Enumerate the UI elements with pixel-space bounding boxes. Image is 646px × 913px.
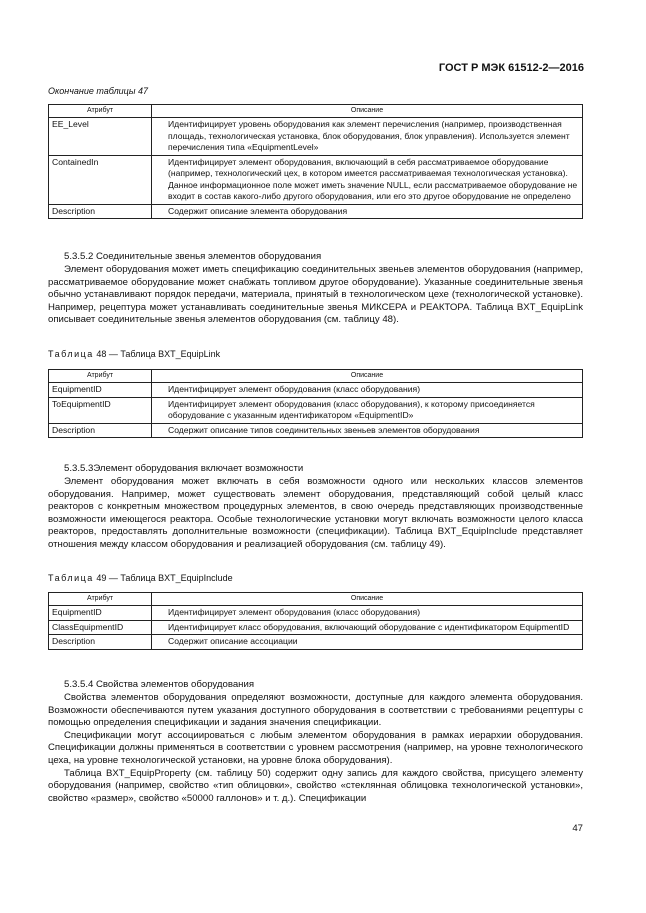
column-header-attribute: Атрибут	[49, 593, 152, 606]
table-header-row	[49, 370, 583, 383]
column-header-description: Описание	[152, 593, 583, 606]
table-47	[48, 104, 583, 219]
table-row	[49, 635, 583, 650]
description-cell: Идентифицирует элемент оборудования (класс оборудования)	[152, 606, 583, 621]
column-header-description: Описание	[152, 105, 583, 118]
table-row	[49, 383, 583, 398]
table-row	[49, 204, 583, 219]
paragraph: Таблица BXT_EquipProperty (см. таблицу 50) содержит одну запись для каждого свойства, присущего элементу оборудования (например, свойство «тип облицовки», свойство «стеклянная облицовка технологической установки», свойство «размер», свойство «50000 галлонов» и т. д.). Спецификации	[48, 767, 583, 804]
table-47-caption: Окончание таблицы 47	[48, 86, 148, 96]
section-5352-text	[48, 264, 583, 327]
table-49	[48, 592, 583, 650]
page-number: 47	[572, 823, 583, 834]
column-header-description: Описание	[152, 370, 583, 383]
caption-text: 49 — Таблица BXT_EquipInclude	[96, 573, 233, 583]
column-header-attribute: Атрибут	[49, 105, 152, 118]
caption-prefix: Таблица	[48, 349, 94, 359]
description-cell: Идентифицирует элемент оборудования (класс оборудования), к которому присоединяется оборудование с указанным идентификатором «EquipmentID»	[152, 397, 583, 423]
section-5353-text	[48, 476, 583, 552]
table-row	[49, 118, 583, 156]
description-cell: Идентифицирует элемент оборудования, включающий в себя рассматриваемое оборудование (например, технологический цех, в котором имеется рассматриваемая технологическая установка). Данное информационное поле может иметь значение NULL, если рассматриваемое оборудование не входит в состав какого-либо другого оборудования, или его это другое оборудование не определено	[152, 155, 583, 204]
attribute-cell: Description	[49, 423, 152, 438]
table-row	[49, 620, 583, 635]
attribute-cell: EquipmentID	[49, 606, 152, 621]
table-48-caption	[48, 349, 220, 359]
attribute-cell: Description	[49, 204, 152, 219]
attribute-cell: ClassEquipmentID	[49, 620, 152, 635]
table-header-row	[49, 593, 583, 606]
column-header-attribute: Атрибут	[49, 370, 152, 383]
table-row	[49, 423, 583, 438]
paragraph: Свойства элементов оборудования определяют возможности, доступные для каждого элемента оборудования. Возможности обеспечиваются путем указания доступного оборудования в соответствии с требованиями рецептуры с помощью определения спецификации и задания значения спецификации.	[48, 692, 583, 729]
table-49-caption	[48, 573, 233, 583]
table-header-row	[49, 105, 583, 118]
description-cell: Идентифицирует уровень оборудования как элемент перечисления (например, производственная площадь, технологическая установка, блок оборудования, блок управления). Используется элемент перечисления типа «EquipmentLevel»	[152, 118, 583, 156]
description-cell: Содержит описание ассоциации	[152, 635, 583, 650]
attribute-cell: EquipmentID	[49, 383, 152, 398]
table-row	[49, 606, 583, 621]
description-cell: Идентифицирует элемент оборудования (класс оборудования)	[152, 383, 583, 398]
description-cell: Идентифицирует класс оборудования, включающий оборудование с идентификатором EquipmentID	[152, 620, 583, 635]
caption-prefix: Таблица	[48, 573, 94, 583]
section-heading-5352: 5.3.5.2 Соединительные звенья элементов оборудования	[64, 251, 322, 262]
table-row	[49, 397, 583, 423]
caption-text: 48 — Таблица BXT_EquipLink	[96, 349, 221, 359]
description-cell: Содержит описание типов соединительных звеньев элементов оборудования	[152, 423, 583, 438]
attribute-cell: ContainedIn	[49, 155, 152, 204]
attribute-cell: EE_Level	[49, 118, 152, 156]
description-cell: Содержит описание элемента оборудования	[152, 204, 583, 219]
table-row	[49, 155, 583, 204]
paragraph: Элемент оборудования может иметь спецификацию соединительных звеньев элементов оборудования (например, рассматриваемое оборудование может снабжать топливом другое оборудование). Указанные соединительные звенья обычно устанавливают порядок передачи, материала, принятый в технологическом цехе (технологической установке). Например, рецептура может устанавливать соединительные звенья МИКСЕРА и РЕАКТОРА. Таблица BXT_EquipLink описывает соединительные звенья элементов оборудования (см. таблицу 48).	[48, 264, 583, 326]
section-heading-5353: 5.3.5.3Элемент оборудования включает возможности	[64, 463, 304, 474]
section-heading-5354: 5.3.5.4 Свойства элементов оборудования	[64, 679, 255, 690]
attribute-cell: ToEquipmentID	[49, 397, 152, 423]
section-5354-text	[48, 692, 583, 805]
paragraph: Элемент оборудования может включать в себя возможности одного или нескольких классов элементов оборудования. Например, может существовать элемент оборудования, представляющий собой целый класс реакторов с конкретным множеством процедурных элементов, в свою очередь представляющих производственные возможности имеющегося реактора. Особые технологические установки могут включать возможности целого класса реакторов, предоставлять дополнительные возможности (спецификации). Таблица BXT_EquipInclude представляет отношения между классом оборудования и реализацией оборудования (см. таблицу 49).	[48, 476, 583, 550]
table-48	[48, 369, 583, 438]
paragraph: Спецификации могут ассоциироваться с любым элементом оборудования в рамках иерархии оборудования. Спецификации должны применяться в соответствии с уровнем рассмотрения (например, на уровне технологического цеха, на уровне технологической установки, на уровне блока оборудования).	[48, 729, 583, 766]
attribute-cell: Description	[49, 635, 152, 650]
document-header: ГОСТ Р МЭК 61512-2—2016	[438, 62, 584, 74]
